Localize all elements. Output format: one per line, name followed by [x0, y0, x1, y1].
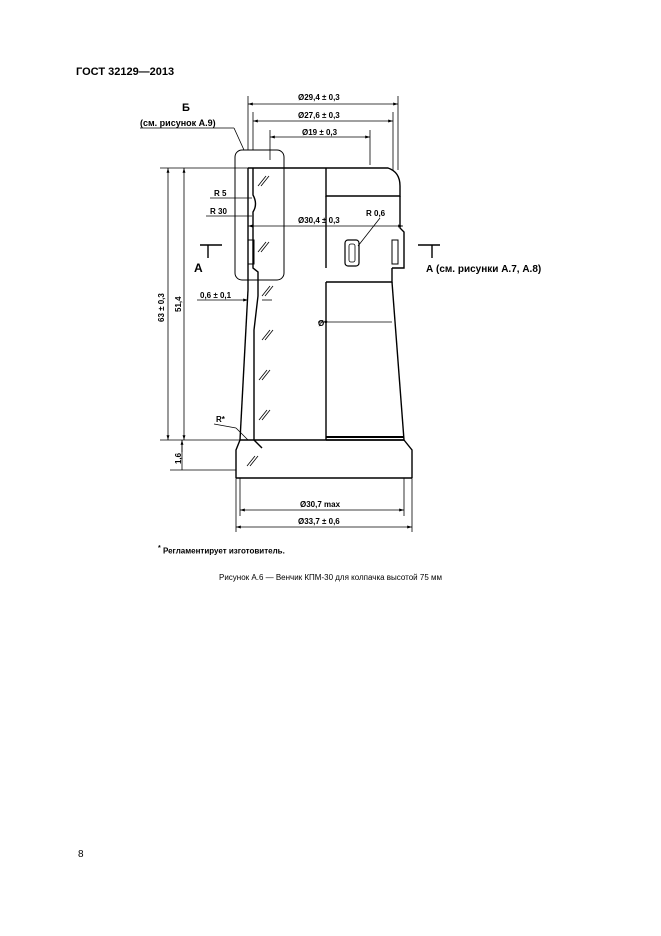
dim-d30-4: Ø30,4 ± 0,3: [298, 216, 340, 225]
view-b-reference: (см. рисунок А.9): [140, 118, 216, 128]
document-header: ГОСТ 32129—2013: [76, 66, 175, 78]
radius-r30: R 30: [210, 207, 227, 216]
footnote-text: Регламентирует изготовитель.: [162, 546, 285, 556]
dim-d19: Ø19 ± 0,3: [302, 128, 338, 137]
radius-r5: R 5: [214, 189, 227, 198]
dim-d30-7: Ø30,7 max: [300, 500, 341, 509]
view-b-label: Б: [182, 102, 190, 114]
section-a-right: А (см. рисунки А.7, А.8): [426, 264, 542, 275]
dim-h51-4: 51,4: [174, 296, 183, 312]
dim-w0-6: 0,6 ± 0,1: [200, 291, 232, 300]
dim-d-star: Ø*: [318, 319, 328, 328]
dim-h1-6: 1,6: [174, 452, 183, 464]
figure-caption: Рисунок А.6 — Венчик КПМ-30 для колпачка высотой 75 мм: [218, 573, 442, 582]
dim-d27-6: Ø27,6 ± 0,3: [298, 111, 340, 120]
hatch-marks: [247, 176, 273, 466]
radius-r-star: R*: [216, 415, 225, 424]
detail-b-outline: [235, 150, 284, 280]
footnote: [158, 545, 285, 556]
footnote-mark: *: [158, 545, 161, 552]
page-number: 8: [78, 849, 84, 860]
dim-h63: 63 ± 0,3: [157, 293, 166, 322]
dim-d33-7: Ø33,7 ± 0,6: [298, 517, 340, 526]
radius-r0-6: R 0,6: [366, 209, 386, 218]
section-a-left: А: [194, 261, 203, 275]
dim-d29-4: Ø29,4 ± 0,3: [298, 93, 340, 102]
